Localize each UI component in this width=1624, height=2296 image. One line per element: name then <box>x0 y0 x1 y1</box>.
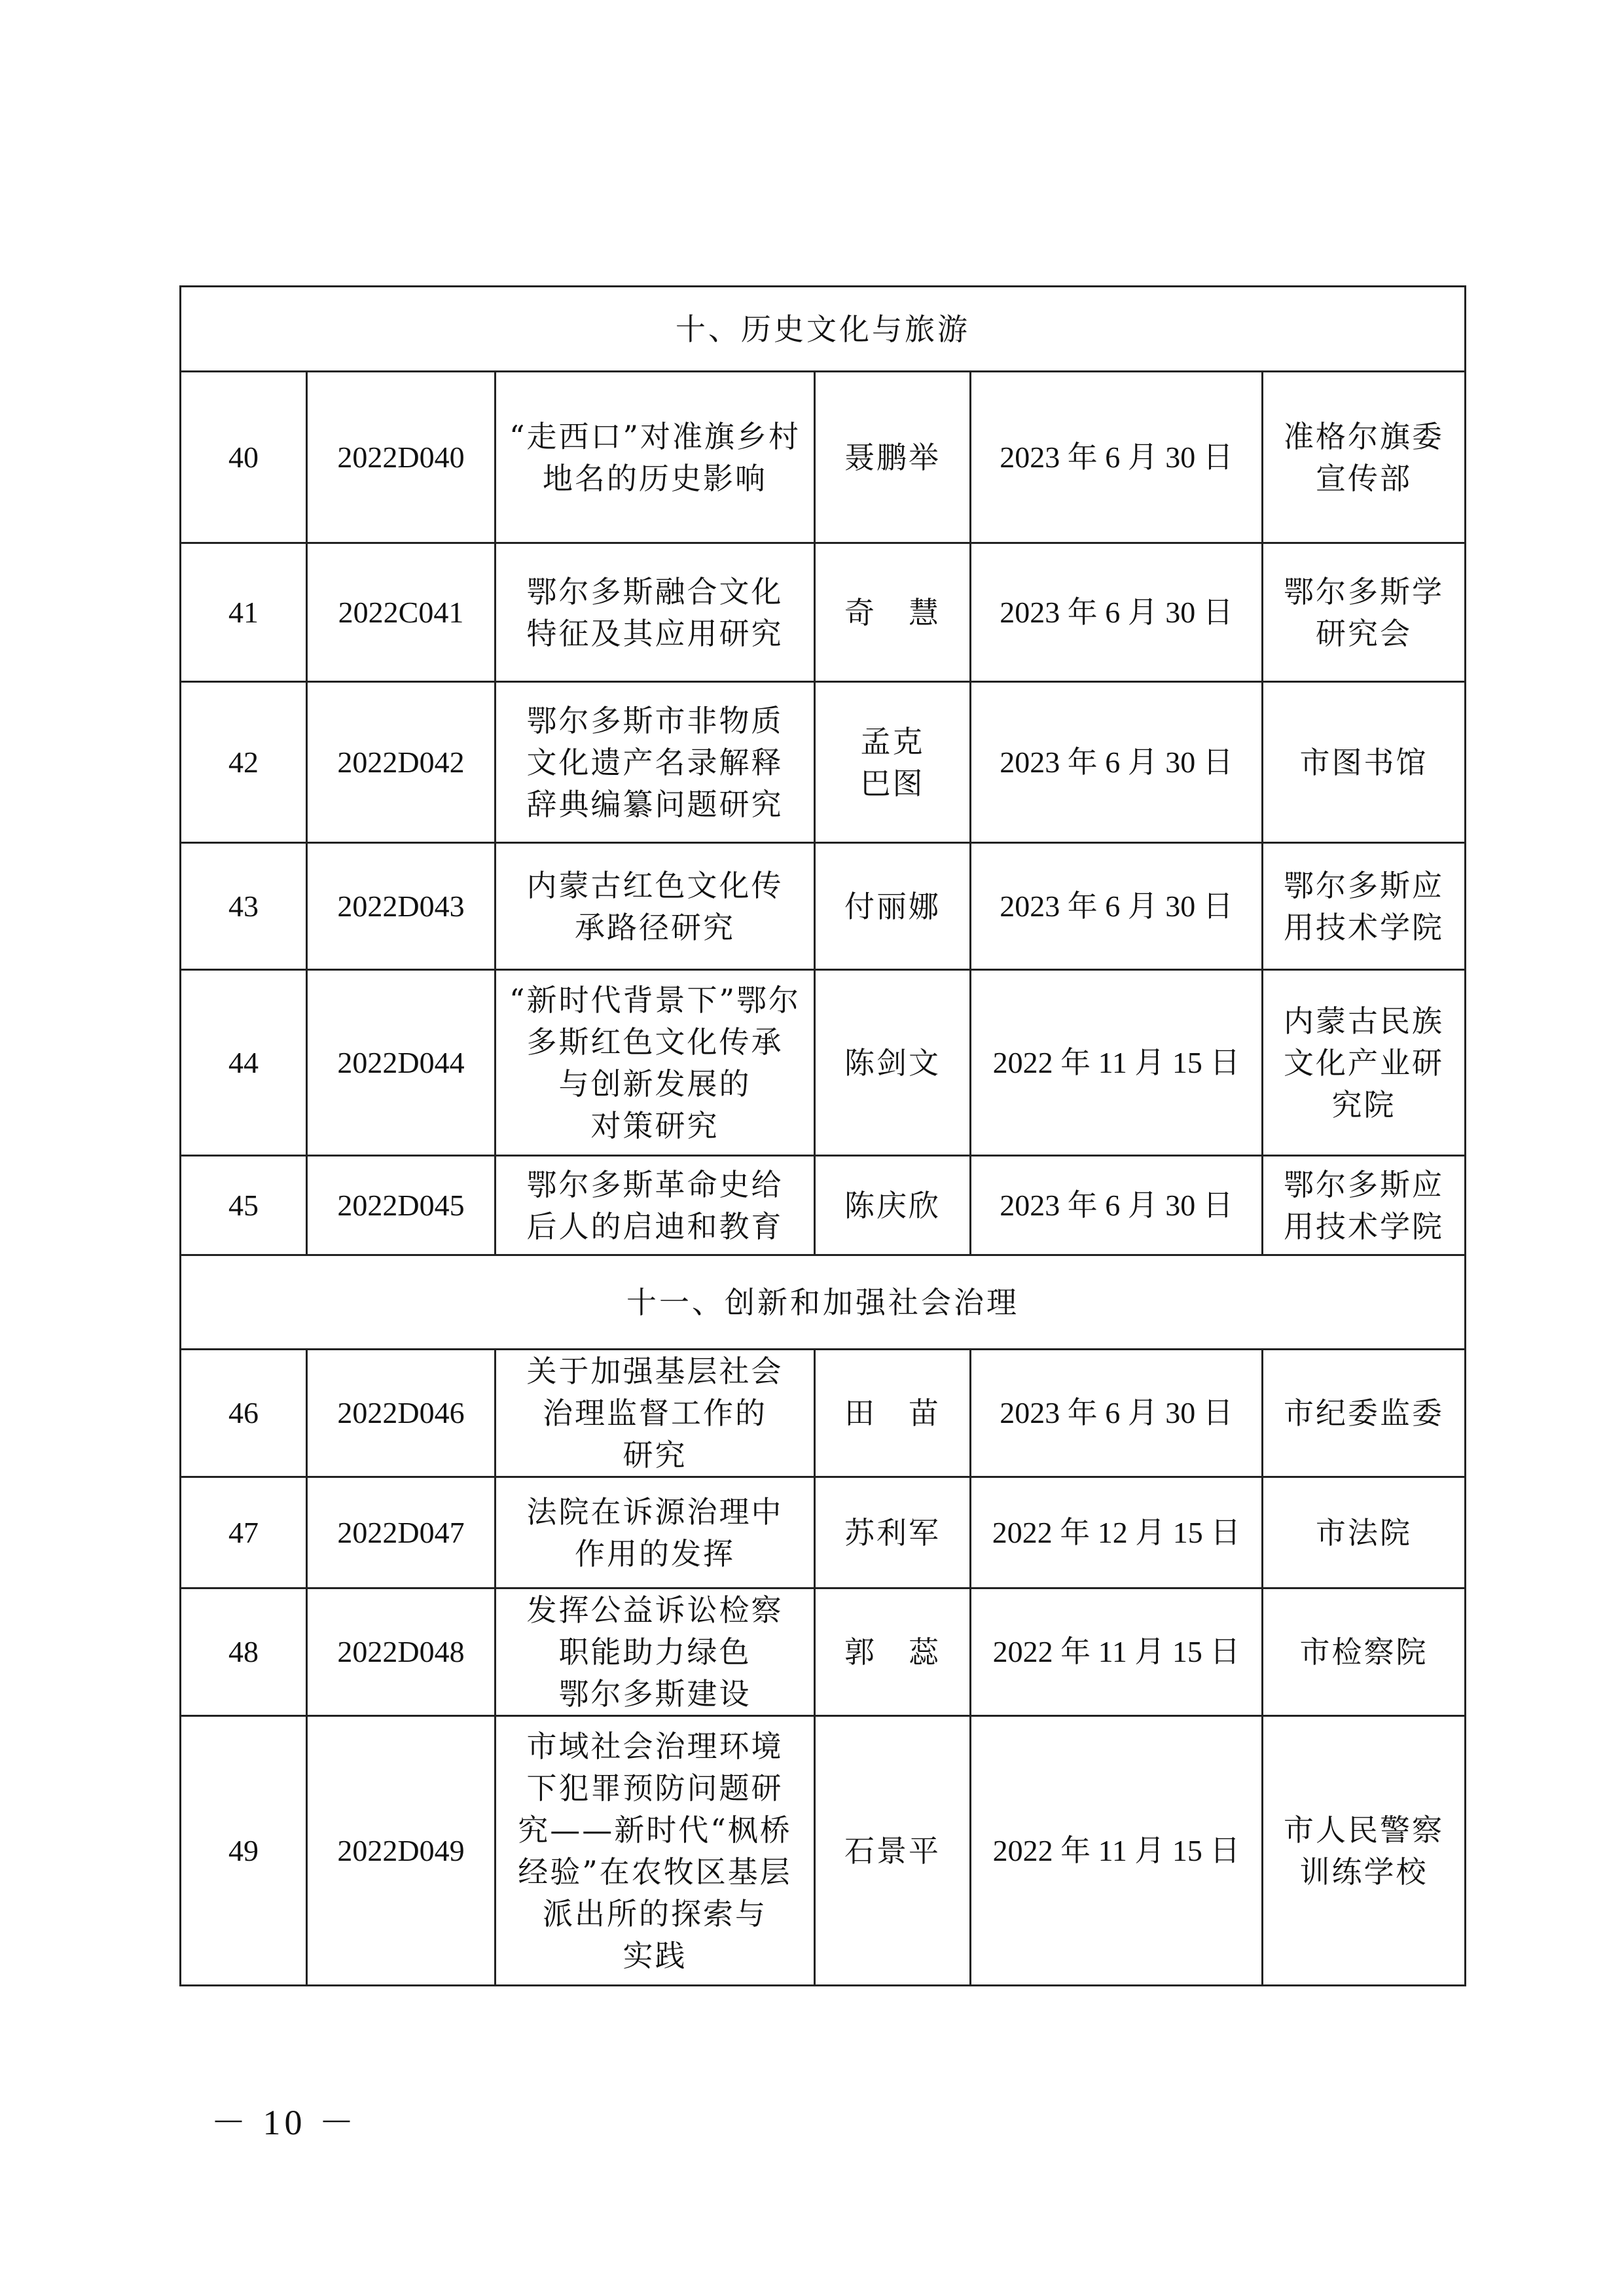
project-code: 2022D046 <box>307 1350 496 1477</box>
project-topic <box>496 682 815 843</box>
project-topic <box>496 372 815 543</box>
topic-line: 鄂尔多斯建设 <box>558 1676 751 1712</box>
table-row <box>181 970 1466 1156</box>
completion-date: 2023 年 6 月 30 日 <box>971 682 1263 843</box>
table-row <box>181 843 1466 970</box>
topic-line: “走西口”对准旗乡村 <box>509 418 801 454</box>
leader-line: 巴图 <box>860 765 925 801</box>
project-table <box>179 285 1466 1986</box>
topic-line: 后人的启迪和教育 <box>526 1208 784 1244</box>
topic-line: 职能助力绿色 <box>558 1634 751 1670</box>
project-code: 2022D047 <box>307 1477 496 1588</box>
unit-line: 用技术学院 <box>1284 1208 1444 1244</box>
topic-line: 治理监督工作的 <box>543 1395 767 1431</box>
project-code: 2022D042 <box>307 682 496 843</box>
project-leader <box>815 1716 971 1986</box>
leader-line: 石景平 <box>844 1833 941 1869</box>
project-leader <box>815 1477 971 1588</box>
unit-line: 训练学校 <box>1299 1854 1428 1890</box>
unit-line: 市检察院 <box>1299 1634 1428 1670</box>
row-number: 41 <box>181 543 307 682</box>
topic-line: 地名的历史影响 <box>543 460 767 496</box>
topic-line: 究——新时代“枫桥 <box>518 1812 792 1848</box>
project-topic <box>496 843 815 970</box>
leader-line: 陈剑文 <box>844 1045 941 1081</box>
table-row <box>181 1477 1466 1588</box>
project-code: 2022D048 <box>307 1588 496 1716</box>
row-number: 47 <box>181 1477 307 1588</box>
project-code: 2022D040 <box>307 372 496 543</box>
project-code: 2022D049 <box>307 1716 496 1986</box>
topic-line: 对策研究 <box>590 1107 719 1143</box>
topic-line: 发挥公益诉讼检察 <box>526 1592 784 1628</box>
row-number: 43 <box>181 843 307 970</box>
project-topic <box>496 543 815 682</box>
unit-line: 准格尔旗委 <box>1284 418 1444 454</box>
unit-line: 市图书馆 <box>1299 744 1428 780</box>
responsible-unit <box>1263 1716 1466 1986</box>
project-leader <box>815 843 971 970</box>
unit-line: 鄂尔多斯应 <box>1284 867 1444 903</box>
project-topic <box>496 1350 815 1477</box>
responsible-unit <box>1263 970 1466 1156</box>
project-topic <box>496 1588 815 1716</box>
section-header-row <box>181 1255 1466 1350</box>
project-topic <box>496 1477 815 1588</box>
completion-date: 2022 年 11 月 15 日 <box>971 1588 1263 1716</box>
responsible-unit <box>1263 543 1466 682</box>
topic-line: 作用的发挥 <box>575 1535 735 1571</box>
completion-date: 2022 年 11 月 15 日 <box>971 1716 1263 1986</box>
project-leader <box>815 1156 971 1255</box>
topic-line: 鄂尔多斯革命史给 <box>526 1166 784 1202</box>
row-number: 46 <box>181 1350 307 1477</box>
row-number: 44 <box>181 970 307 1156</box>
row-number: 48 <box>181 1588 307 1716</box>
unit-line: 市人民警察 <box>1284 1812 1444 1848</box>
topic-line: 研究 <box>623 1437 687 1473</box>
project-leader <box>815 682 971 843</box>
table-row <box>181 1588 1466 1716</box>
section-header-row <box>181 287 1466 372</box>
topic-line: 实践 <box>623 1937 687 1973</box>
leader-line: 聂鹏举 <box>844 439 941 475</box>
unit-line: 鄂尔多斯应 <box>1284 1166 1444 1202</box>
table-row <box>181 1716 1466 1986</box>
responsible-unit <box>1263 682 1466 843</box>
project-leader <box>815 543 971 682</box>
row-number: 45 <box>181 1156 307 1255</box>
unit-line: 内蒙古民族 <box>1284 1003 1444 1039</box>
unit-line: 研究会 <box>1316 615 1412 651</box>
page-number: － 10 － <box>211 2103 358 2142</box>
table-row <box>181 1156 1466 1255</box>
project-leader <box>815 372 971 543</box>
topic-line: 鄂尔多斯市非物质 <box>526 702 784 738</box>
topic-line: 承路径研究 <box>575 909 735 945</box>
project-topic <box>496 970 815 1156</box>
completion-date: 2023 年 6 月 30 日 <box>971 843 1263 970</box>
row-number: 40 <box>181 372 307 543</box>
table-row <box>181 1350 1466 1477</box>
project-topic <box>496 1716 815 1986</box>
topic-line: 经验”在农牧区基层 <box>518 1854 792 1890</box>
completion-date: 2023 年 6 月 30 日 <box>971 543 1263 682</box>
topic-line: 下犯罪预防问题研 <box>526 1770 784 1806</box>
section-title: 十一、创新和加强社会治理 <box>181 1255 1466 1350</box>
project-leader <box>815 1588 971 1716</box>
unit-line: 究院 <box>1331 1086 1396 1122</box>
leader-line: 苏利军 <box>844 1515 941 1551</box>
responsible-unit <box>1263 843 1466 970</box>
table-row <box>181 543 1466 682</box>
unit-line: 市纪委监委 <box>1284 1395 1444 1431</box>
row-number: 42 <box>181 682 307 843</box>
topic-line: 法院在诉源治理中 <box>526 1494 784 1530</box>
topic-line: 文化遗产名录解释 <box>526 744 784 780</box>
leader-line: 郭 蕊 <box>844 1634 941 1670</box>
topic-line: 鄂尔多斯融合文化 <box>526 573 784 609</box>
topic-line: “新时代背景下”鄂尔 <box>509 982 801 1018</box>
topic-line: 关于加强基层社会 <box>526 1354 784 1389</box>
topic-line: 特征及其应用研究 <box>526 615 784 651</box>
unit-line: 市法院 <box>1316 1515 1412 1551</box>
completion-date: 2023 年 6 月 30 日 <box>971 1350 1263 1477</box>
table-row <box>181 372 1466 543</box>
project-code: 2022D044 <box>307 970 496 1156</box>
unit-line: 宣传部 <box>1316 460 1412 496</box>
completion-date: 2023 年 6 月 30 日 <box>971 1156 1263 1255</box>
topic-line: 派出所的探索与 <box>543 1895 767 1931</box>
leader-line: 陈庆欣 <box>844 1187 941 1223</box>
leader-line: 奇 慧 <box>844 594 941 630</box>
project-code: 2022D045 <box>307 1156 496 1255</box>
row-number: 49 <box>181 1716 307 1986</box>
section-title: 十、历史文化与旅游 <box>181 287 1466 372</box>
table-row <box>181 682 1466 843</box>
project-leader <box>815 1350 971 1477</box>
leader-line: 孟克 <box>860 723 925 759</box>
topic-line: 市域社会治理环境 <box>526 1728 784 1764</box>
responsible-unit <box>1263 1588 1466 1716</box>
completion-date: 2022 年 11 月 15 日 <box>971 970 1263 1156</box>
responsible-unit <box>1263 372 1466 543</box>
project-code: 2022C041 <box>307 543 496 682</box>
project-code: 2022D043 <box>307 843 496 970</box>
project-topic <box>496 1156 815 1255</box>
unit-line: 文化产业研 <box>1284 1045 1444 1081</box>
unit-line: 用技术学院 <box>1284 909 1444 945</box>
responsible-unit <box>1263 1350 1466 1477</box>
topic-line: 与创新发展的 <box>558 1066 751 1102</box>
topic-line: 辞典编纂问题研究 <box>526 786 784 822</box>
completion-date: 2022 年 12 月 15 日 <box>971 1477 1263 1588</box>
responsible-unit <box>1263 1477 1466 1588</box>
topic-line: 内蒙古红色文化传 <box>526 867 784 903</box>
leader-line: 付丽娜 <box>844 888 941 924</box>
unit-line: 鄂尔多斯学 <box>1284 573 1444 609</box>
responsible-unit <box>1263 1156 1466 1255</box>
table-body <box>181 287 1466 1986</box>
topic-line: 多斯红色文化传承 <box>526 1024 784 1060</box>
project-leader <box>815 970 971 1156</box>
completion-date: 2023 年 6 月 30 日 <box>971 372 1263 543</box>
leader-line: 田 苗 <box>844 1395 941 1431</box>
